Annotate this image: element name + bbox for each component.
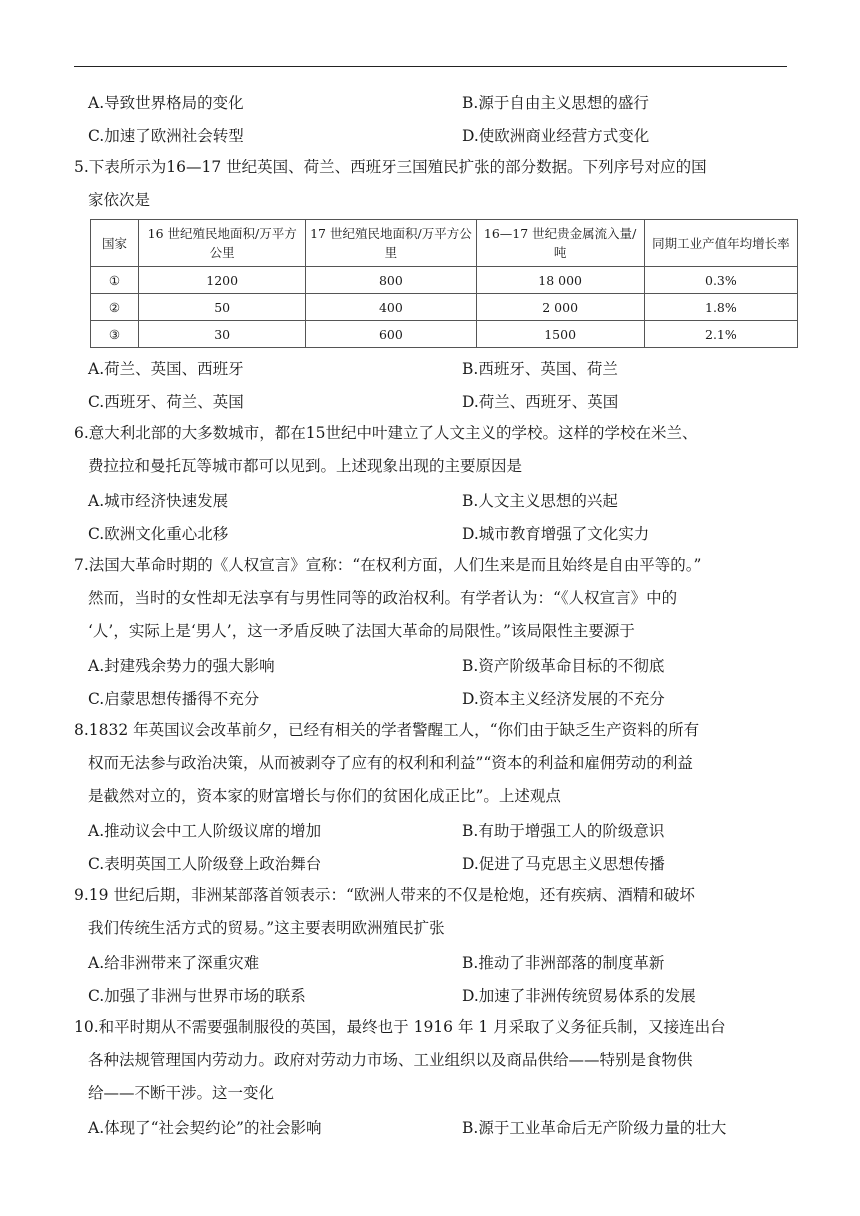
q8-stem-line-3: 是截然对立的，资本家的财富增长与你们的贫困化成正比”。上述观点 [88, 787, 561, 805]
table-cell: ① [91, 267, 139, 294]
q6-option-b: B.人文主义思想的兴起 [462, 491, 618, 510]
q7-option-a: A.封建残余势力的强大影响 [88, 656, 275, 675]
table-cell: 18 000 [476, 267, 644, 294]
q7-option-b: B.资产阶级革命目标的不彻底 [462, 656, 665, 675]
q6-stem [74, 417, 790, 483]
q10-stem [74, 1011, 790, 1110]
q9-options-row-1 [74, 945, 790, 978]
table-cell: 600 [306, 321, 476, 348]
table-header-cell: 17 世纪殖民地面积/万平方公里 [306, 220, 476, 267]
header-rule [74, 66, 787, 67]
q5-stem-line-2: 家依次是 [88, 191, 151, 209]
table-cell: 1200 [139, 267, 306, 294]
q8-stem-line-2: 权而无法参与政治决策，从而被剥夺了应有的权利和利益”“资本的利益和雇佣劳动的利益 [88, 754, 693, 772]
table-header-row [91, 220, 798, 267]
q9-options-row-2 [74, 978, 790, 1011]
table-cell: ③ [91, 321, 139, 348]
q6-option-d: D.城市教育增强了文化实力 [462, 524, 650, 543]
q9-option-d: D.加速了非洲传统贸易体系的发展 [462, 986, 696, 1005]
exam-page [74, 85, 790, 1143]
q10-stem-line-3: 给——不断干涉。这一变化 [88, 1084, 275, 1102]
table-cell: 2 000 [476, 294, 644, 321]
q7-option-c: C.启蒙思想传播得不充分 [88, 689, 260, 708]
q10-stem-line-2: 各种法规管理国内劳动力。政府对劳动力市场、工业组织以及商品供给——特别是食物供 [88, 1051, 693, 1069]
q9-option-b: B.推动了非洲部落的制度革新 [462, 953, 665, 972]
q5-option-b: B.西班牙、英国、荷兰 [462, 359, 618, 378]
q5-stem [74, 151, 790, 217]
q7-stem-line-3: ‘人’，实际上是‘男人’，这一矛盾反映了法国大革命的局限性。”该局限性主要源于 [88, 622, 635, 640]
q5-stem-line-1: 5.下表所示为16—17 世纪英国、荷兰、西班牙三国殖民扩张的部分数据。下列序号对应的国 [74, 158, 707, 176]
q10-option-a: A.体现了“社会契约论”的社会影响 [88, 1118, 322, 1137]
colonial-data-table [90, 219, 798, 348]
q4-option-a: A.导致世界格局的变化 [88, 93, 244, 112]
table-row [91, 294, 798, 321]
table-cell: 0.3% [644, 267, 797, 294]
q4-options-row-1 [74, 85, 790, 118]
q9-stem-line-2: 我们传统生活方式的贸易。”这主要表明欧洲殖民扩张 [88, 919, 445, 937]
q5-option-c: C.西班牙、荷兰、英国 [88, 392, 244, 411]
table-cell: 2.1% [644, 321, 797, 348]
table-row [91, 321, 798, 348]
q4-option-b: B.源于自由主义思想的盛行 [462, 93, 649, 112]
q4-option-c: C.加速了欧洲社会转型 [88, 126, 244, 145]
q6-option-c: C.欧洲文化重心北移 [88, 524, 229, 543]
q5-options-row-2 [74, 384, 790, 417]
q8-option-d: D.促进了马克思主义思想传播 [462, 854, 665, 873]
table-header-cell: 16—17 世纪贵金属流入量/吨 [476, 220, 644, 267]
q4-options-row-2 [74, 118, 790, 151]
q6-stem-line-1: 6.意大利北部的大多数城市，都在15世纪中叶建立了人文主义的学校。这样的学校在米兰、 [74, 424, 698, 442]
q8-options-row-2 [74, 846, 790, 879]
table-cell: 30 [139, 321, 306, 348]
table-cell: 1500 [476, 321, 644, 348]
table-header-cell: 16 世纪殖民地面积/万平方公里 [139, 220, 306, 267]
table-cell: 800 [306, 267, 476, 294]
q7-stem-line-2: 然而，当时的女性却无法享有与男性同等的政治权利。有学者认为：“《人权宣言》中的 [88, 589, 678, 607]
q10-options-row-1 [74, 1110, 790, 1143]
table-header-cell: 国家 [91, 220, 139, 267]
q6-options-row-2 [74, 516, 790, 549]
q8-options-row-1 [74, 813, 790, 846]
q4-option-d: D.使欧洲商业经营方式变化 [462, 126, 650, 145]
table-row [91, 267, 798, 294]
q5-option-a: A.荷兰、英国、西班牙 [88, 359, 244, 378]
table-header-cell: 同期工业产值年均增长率 [644, 220, 797, 267]
q7-stem-line-1: 7.法国大革命时期的《人权宣言》宣称：“在权利方面，人们生来是而且始终是自由平等的。” [74, 556, 702, 574]
q9-stem-line-1: 9.19 世纪后期，非洲某部落首领表示：“欧洲人带来的不仅是枪炮，还有疾病、酒精和破坏 [74, 886, 695, 904]
q10-option-b: B.源于工业革命后无产阶级力量的壮大 [462, 1118, 727, 1137]
table-cell: 1.8% [644, 294, 797, 321]
q7-option-d: D.资本主义经济发展的不充分 [462, 689, 665, 708]
table-cell: 50 [139, 294, 306, 321]
q7-stem [74, 549, 790, 648]
q6-stem-line-2: 费拉拉和曼托瓦等城市都可以见到。上述现象出现的主要原因是 [88, 457, 523, 475]
q7-options-row-2 [74, 681, 790, 714]
q5-option-d: D.荷兰、西班牙、英国 [462, 392, 619, 411]
q8-stem-line-1: 8.1832 年英国议会改革前夕，已经有相关的学者警醒工人，“你们由于缺乏生产资料的所有 [74, 721, 700, 739]
q10-stem-line-1: 10.和平时期从不需要强制服役的英国，最终也于 1916 年 1 月采取了义务征兵制，又接连出台 [74, 1018, 726, 1036]
q9-stem [74, 879, 790, 945]
q8-option-b: B.有助于增强工人的阶级意识 [462, 821, 665, 840]
q8-option-c: C.表明英国工人阶级登上政治舞台 [88, 854, 322, 873]
q8-stem [74, 714, 790, 813]
q8-option-a: A.推动议会中工人阶级议席的增加 [88, 821, 322, 840]
table-cell: 400 [306, 294, 476, 321]
q6-options-row-1 [74, 483, 790, 516]
table-cell: ② [91, 294, 139, 321]
q6-option-a: A.城市经济快速发展 [88, 491, 229, 510]
q9-option-c: C.加强了非洲与世界市场的联系 [88, 986, 306, 1005]
q7-options-row-1 [74, 648, 790, 681]
q9-option-a: A.给非洲带来了深重灾难 [88, 953, 260, 972]
q5-options-row-1 [74, 351, 790, 384]
